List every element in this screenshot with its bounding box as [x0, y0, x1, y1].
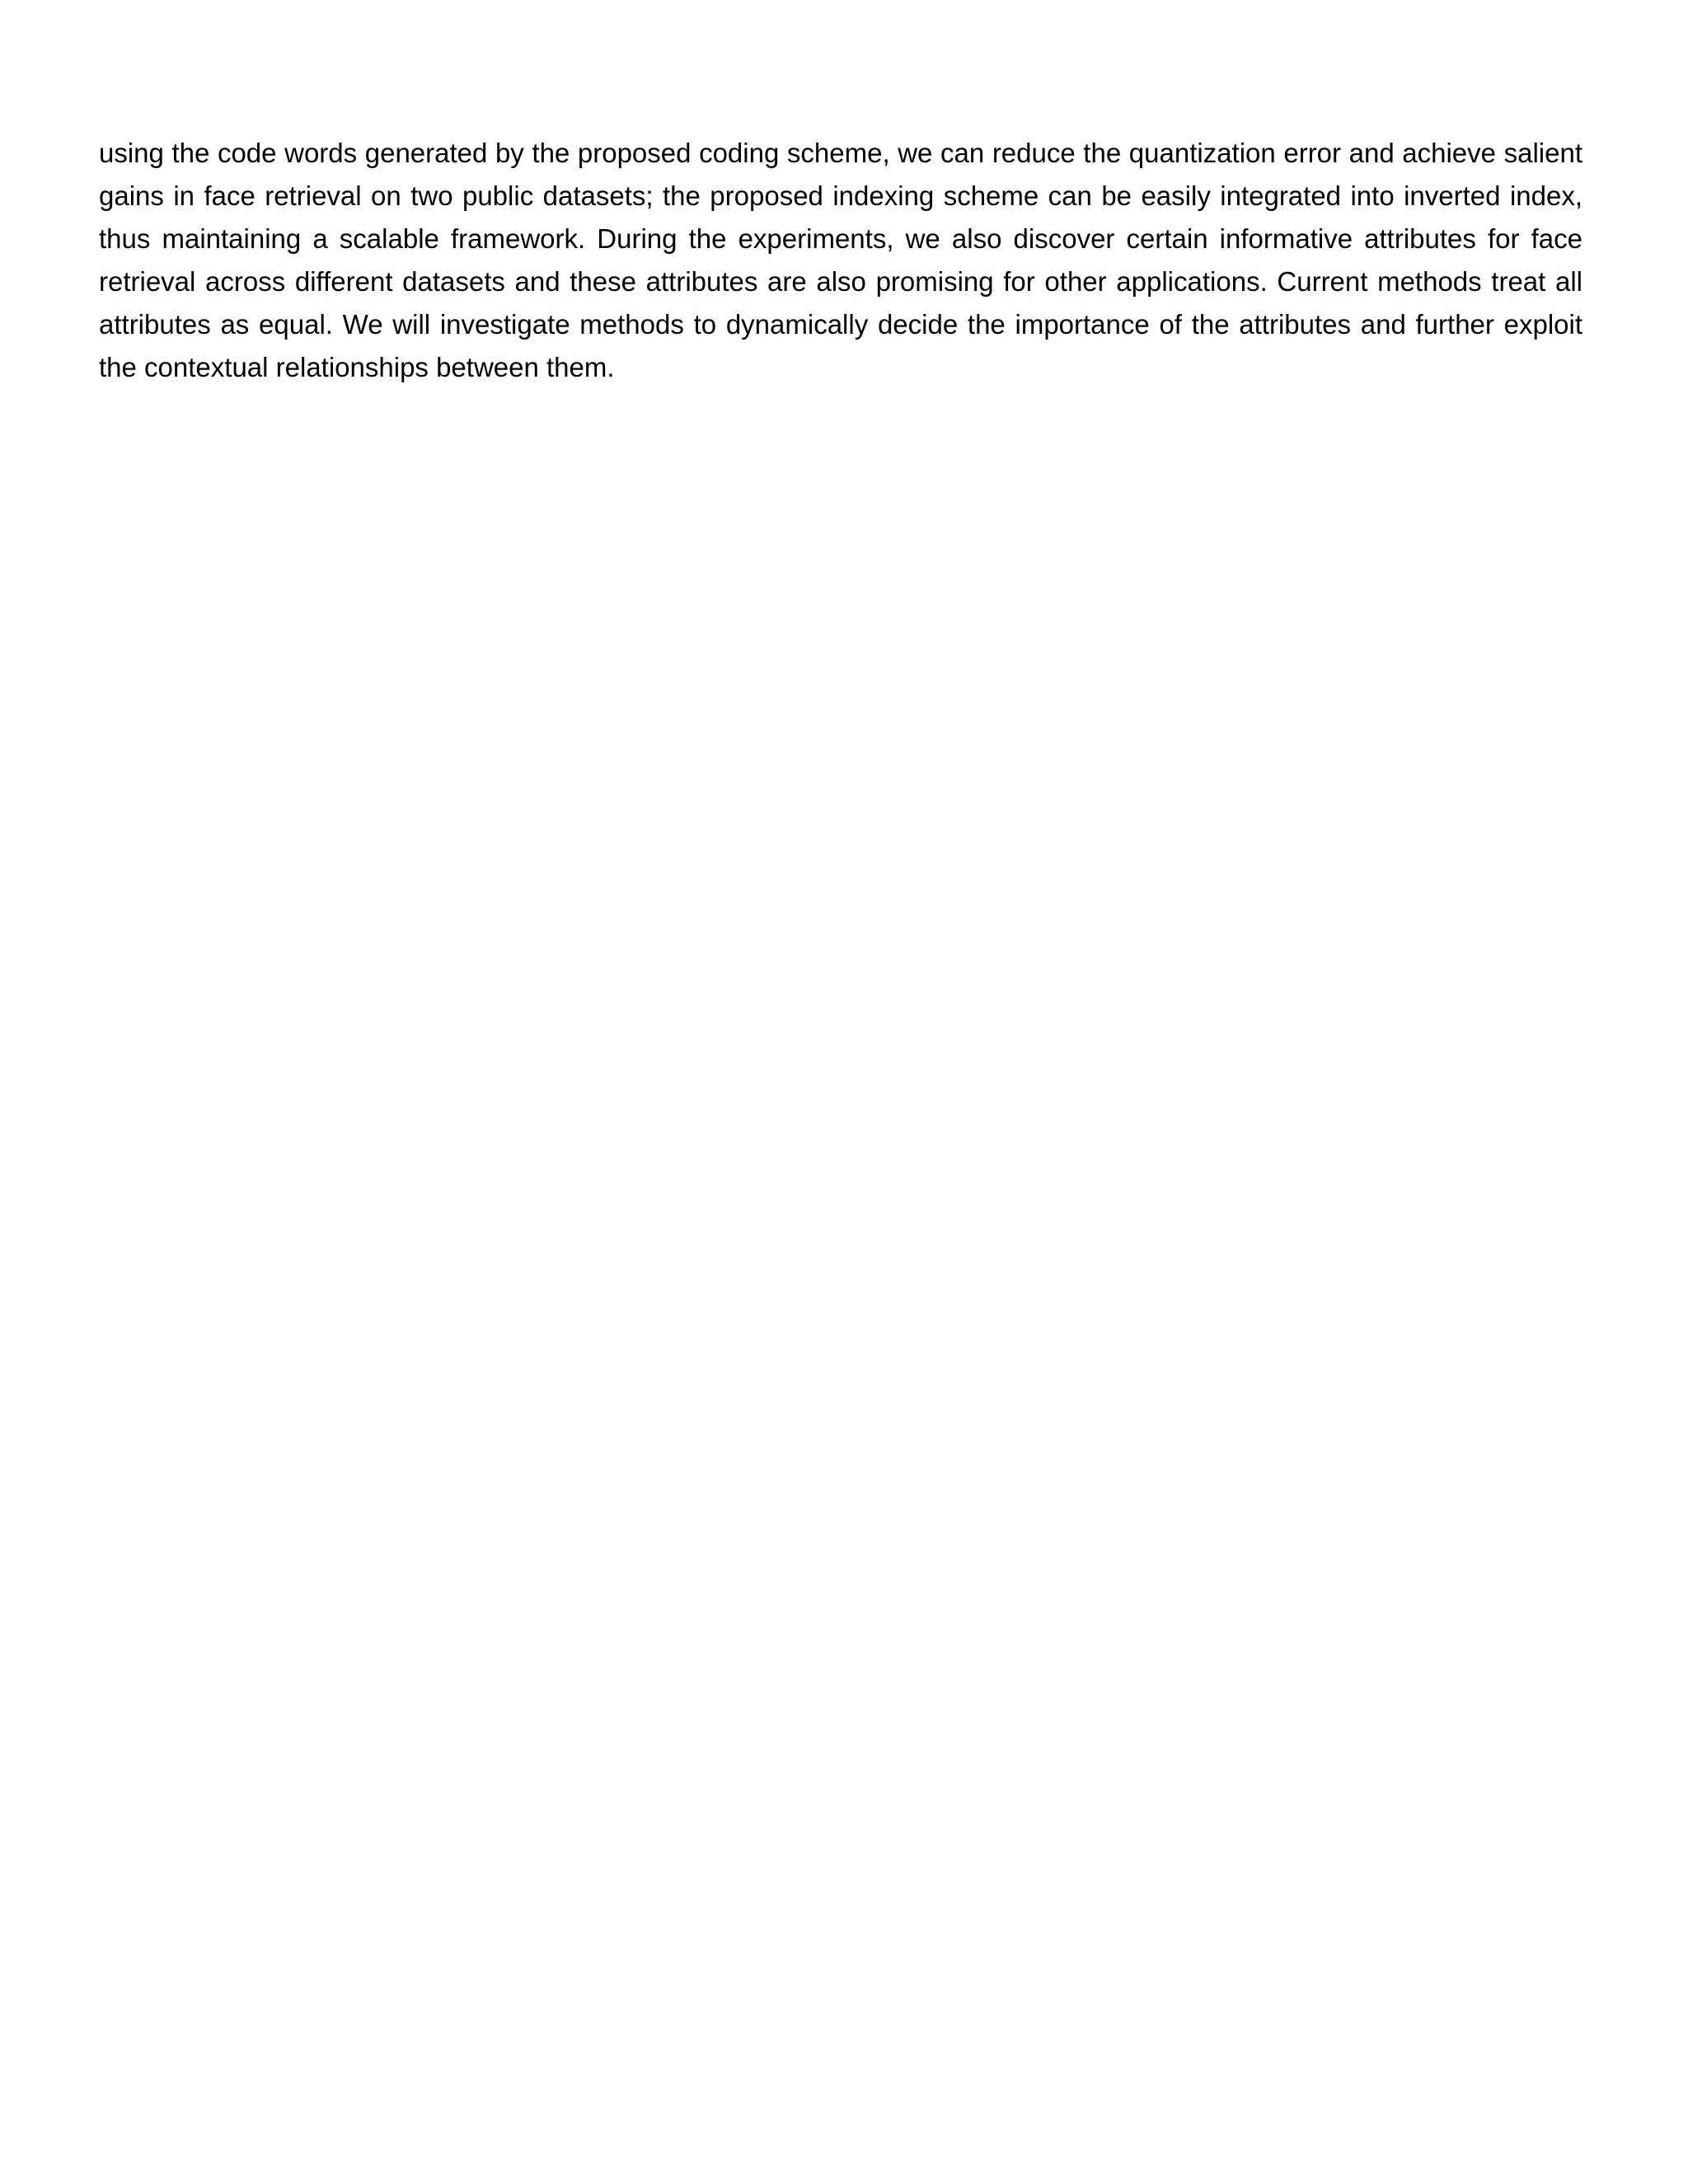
- body-paragraph: using the code words generated by the proposed coding scheme, we can reduce the quantization error and achieve salient gains in face retrieval on two public datasets; the proposed indexing scheme can be easily integrated into inverted index, thus maintaining a scalable framework. During the experiments, we also discover certain informative attributes for face retrieval across different datasets and these attributes are also promising for other applications. Current methods treat all attributes as equal. We will investigate methods to dynamically decide the importance of the attributes and further exploit the contextual relationships between them.: [99, 138, 1582, 382]
